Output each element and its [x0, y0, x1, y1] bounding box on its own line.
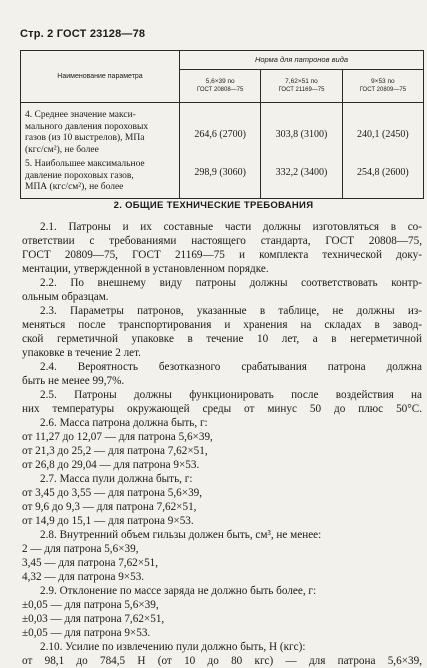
value-max-avg-pressure: 303,8 (3100): [275, 129, 328, 140]
text-line: меняться после транспортирования и хранения на складах в завод-: [22, 319, 422, 331]
param-name-header: Наименование параметра: [21, 51, 180, 103]
norms-table: [20, 50, 424, 199]
column-caliber: 7,62×51 по: [285, 78, 318, 85]
column-header-9x53: [342, 70, 423, 103]
param-line: (кгс/см²), не более: [25, 144, 99, 155]
column-header-5-6x39: [180, 70, 261, 103]
param-line: давление пороховых газов,: [25, 170, 134, 181]
param-line: МПА (кгс/см²), не более: [25, 182, 124, 192]
table-row-param-name: [21, 103, 180, 199]
norm-group-header: Норма для патронов вида: [180, 51, 424, 70]
text-line: 2.7. Масса пули должна быть, г:: [40, 473, 193, 485]
column-header-7-62x51: [261, 70, 342, 103]
column-caliber: 9×53 по: [371, 78, 395, 85]
text-line: упаковке в течение 2 лет.: [22, 347, 141, 359]
text-line: от 26,8 до 29,04 — для патрона 9×53.: [22, 459, 200, 471]
text-line: 2.9. Отклонение по массе заряда не должно быть более, г:: [40, 585, 317, 597]
text-line: от 3,45 до 3,55 — для патрона 5,6×39,: [22, 487, 203, 499]
text-line: 2.2. По внешнему виду патроны должны соответствовать контр-: [40, 277, 422, 289]
table-cell-7-62x51: [261, 103, 342, 199]
text-line: от 98,1 до 784,5 Н (от 10 до 80 кгс) — для патрона 5,6×39,: [22, 655, 422, 667]
text-line: 2.4. Вероятность безотказного срабатывания патрона должна: [40, 361, 422, 373]
column-gost: ГОСТ 21169—75: [278, 87, 325, 93]
text-line: них температуры окружающей среды от минус 50 до плюс 50°С.: [22, 403, 422, 415]
text-line: ской герметичной упаковке в течение 10 лет, а в негерметичной: [22, 333, 422, 345]
text-line: 2.1. Патроны и их составные части должны изготовляться в со-: [40, 221, 422, 233]
section-title: 2. ОБЩИЕ ТЕХНИЧЕСКИЕ ТРЕБОВАНИЯ: [113, 200, 314, 211]
table-cell-5-6x39: [180, 103, 261, 199]
table-cell-9x53: [342, 103, 423, 199]
param-line: газов (из 10 выстрелов), МПа: [25, 133, 145, 143]
column-gost: ГОСТ 20808—75: [196, 87, 244, 93]
value-max-avg-pressure: 264,6 (2700): [194, 129, 246, 140]
text-line: 2.3. Параметры патронов, указанные в таблице, не должны из-: [40, 305, 422, 317]
column-gost: ГОСТ 20809—75: [359, 87, 407, 93]
text-line: 2.5. Патроны должны функционировать после воздействия на: [40, 389, 422, 401]
text-line: 2 — для патрона 5,6×39,: [22, 543, 139, 555]
text-line: от 9,6 до 9,3 — для патрона 7,62×51,: [22, 501, 197, 513]
body-text: [22, 220, 422, 668]
column-caliber: 5,6×39 по: [205, 78, 235, 85]
text-line: быть не менее 99,7%.: [22, 375, 125, 387]
page-header: Стр. 2 ГОСТ 23128—78: [20, 28, 146, 40]
text-line: ответствии с требованиями настоящего стандарта, ГОСТ 20808—75,: [22, 235, 422, 247]
text-line: ольным образцам.: [22, 291, 109, 303]
text-line: от 14,9 до 15,1 — для патрона 9×53.: [22, 515, 194, 527]
text-line: 4,32 — для патрона 9×53.: [22, 571, 145, 583]
param-line: 4. Среднее значение макси-: [25, 110, 136, 120]
param-line: мального давления пороховых: [25, 121, 149, 132]
text-line: 2.6. Масса патрона должна быть, г:: [40, 417, 208, 429]
text-line: 2.10. Усилие по извлечению пули должно быть, Н (кгс):: [40, 641, 306, 653]
value-peak-pressure: 332,2 (3400): [275, 166, 328, 178]
text-line: 2.8. Внутренний объем гильзы должен быть, см³, не менее:: [40, 529, 322, 541]
text-line: от 21,3 до 25,2 — для патрона 7,62×51,: [22, 445, 208, 457]
text-line: от 11,27 до 12,07 — для патрона 5,6×39,: [22, 431, 213, 443]
value-peak-pressure: 254,8 (2600): [356, 166, 409, 178]
param-line: 5. Наибольшее максимальное: [25, 159, 145, 169]
value-max-avg-pressure: 240,1 (2450): [356, 129, 409, 140]
text-line: 3,45 — для патрона 7,62×51,: [22, 557, 159, 569]
text-line: ментации, утвержденной в установленном порядке.: [22, 263, 269, 275]
value-peak-pressure: 298,9 (3060): [194, 166, 246, 178]
text-line: ±0,05 — для патрона 9×53.: [22, 627, 151, 639]
text-line: ±0,03 — для патрона 7,62×51,: [22, 613, 165, 625]
text-line: ±0,05 — для патрона 5,6×39,: [22, 599, 159, 611]
text-line: ГОСТ 20809—75, ГОСТ 21169—75 и комплекта технической доку-: [22, 249, 422, 261]
